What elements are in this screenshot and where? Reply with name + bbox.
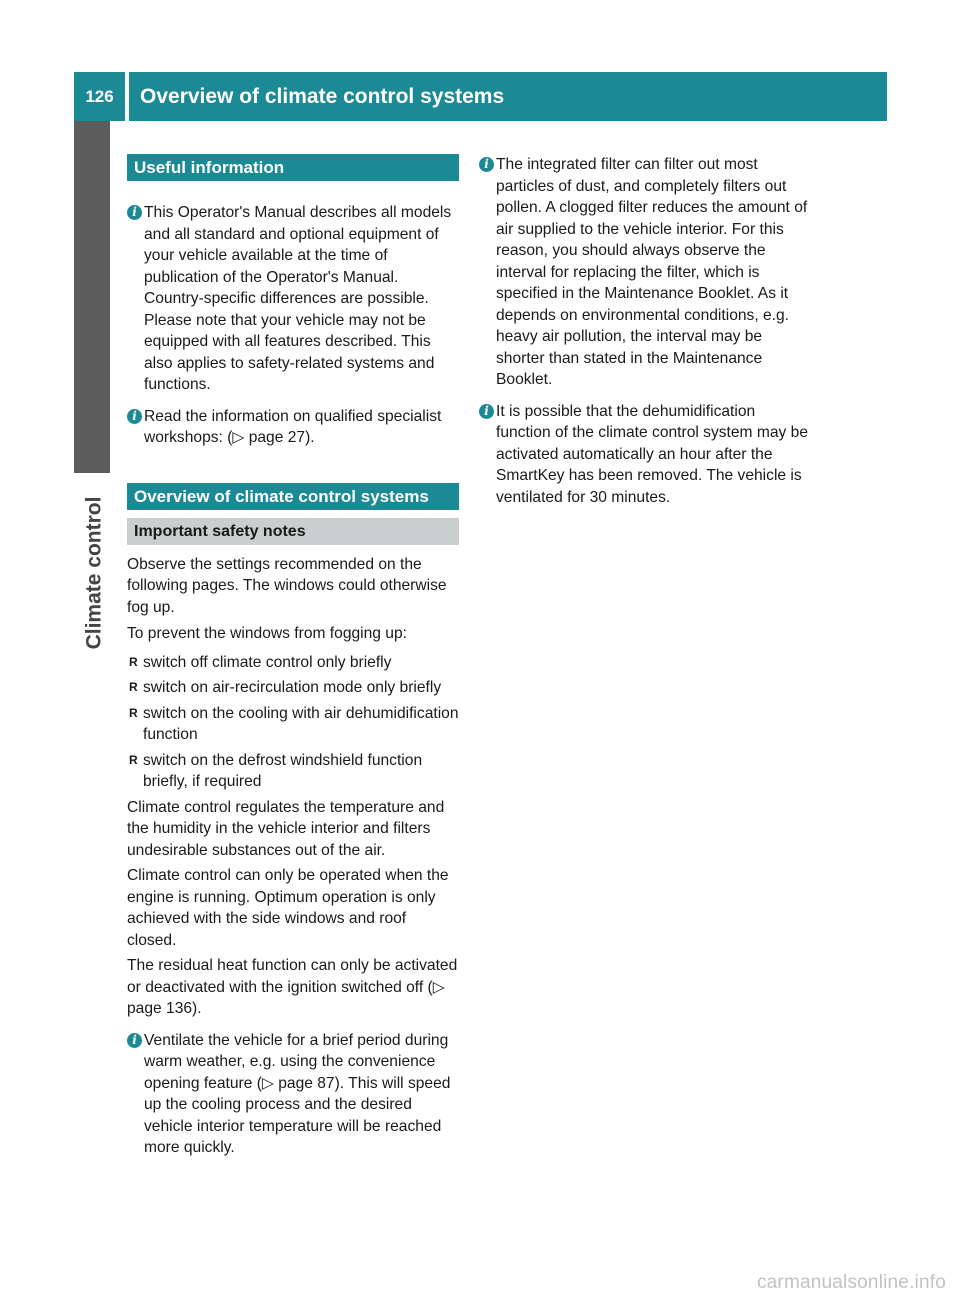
info-text: The integrated filter can filter out most particles of dust, and completely filters out pollen. A clogged filter reduces the amount of air supplied to the vehicle interior. For this reason, you should always observe the interval for replacing the filter, which is specified in the Maintenance Booklet. As it depends on environmental conditions, e.g. heavy air pollution, the interval may be shorter than stated in the Maintenance Booklet.	[496, 156, 808, 388]
chapter-tab-label: Climate control	[82, 496, 106, 650]
info-text: Ventilate the vehicle for a brief period during warm weather, e.g. using the convenience opening feature (▷ page 87). This will speed up the cooling process and the desired vehicle interior temperature will be reached more quickly.	[144, 1031, 451, 1156]
info-icon: i	[127, 1033, 142, 1048]
info-note	[479, 154, 811, 391]
page-number: 126	[74, 72, 125, 121]
info-note	[127, 1030, 459, 1159]
bullet-list	[127, 652, 459, 793]
list-item: R switch on the defrost windshield function briefly, if required	[127, 750, 459, 793]
section-heading: Overview of climate control systems	[127, 483, 459, 510]
info-note	[479, 401, 811, 509]
info-text: This Operator's Manual describes all models and all standard and optional equipment of your vehicle available at the time of publication of the Operator's Manual. Country-specific differences are possible. Please note that your vehicle may not be equipped with all features described. This also applies to safety-related systems and functions.	[144, 204, 452, 393]
paragraph: The residual heat function can only be activated or deactivated with the ignition switched off (▷ page 136).	[127, 957, 458, 1017]
info-icon: i	[479, 404, 494, 419]
chapter-tab	[78, 478, 110, 668]
info-icon: i	[479, 157, 494, 172]
right-column	[479, 154, 811, 508]
side-bar	[74, 121, 110, 473]
page-header-title: Overview of climate control systems	[129, 72, 887, 121]
list-item: R switch on the cooling with air dehumidification function	[127, 703, 459, 746]
list-item: R switch on air-recirculation mode only briefly	[127, 677, 459, 699]
paragraph: Observe the settings recommended on the following pages. The windows could otherwise fog up.	[127, 555, 447, 616]
useful-information-heading: Useful information	[127, 154, 459, 181]
info-icon: i	[127, 409, 142, 424]
info-icon: i	[127, 205, 142, 220]
info-text: Read the information on qualified specialist workshops: (▷ page 27).	[144, 407, 442, 446]
info-note	[127, 202, 459, 396]
paragraph: Climate control regulates the temperature and the humidity in the vehicle interior and filters undesirable substances out of the air.	[127, 798, 445, 859]
paragraph: Climate control can only be operated when the engine is running. Optimum operation is only achieved with the side windows and roof closed.	[127, 867, 449, 949]
paragraph: To prevent the windows from fogging up:	[127, 625, 407, 642]
safety-notes-heading: Important safety notes	[127, 518, 459, 545]
watermark: carmanualsonline.info	[756, 1272, 946, 1293]
info-note	[127, 406, 459, 449]
list-item: R switch off climate control only briefly	[127, 652, 459, 674]
left-column	[127, 154, 459, 1159]
info-text: It is possible that the dehumidification function of the climate control system may be activated automatically an hour after the SmartKey has been removed. The vehicle is ventilated for 30 minutes.	[496, 402, 809, 506]
